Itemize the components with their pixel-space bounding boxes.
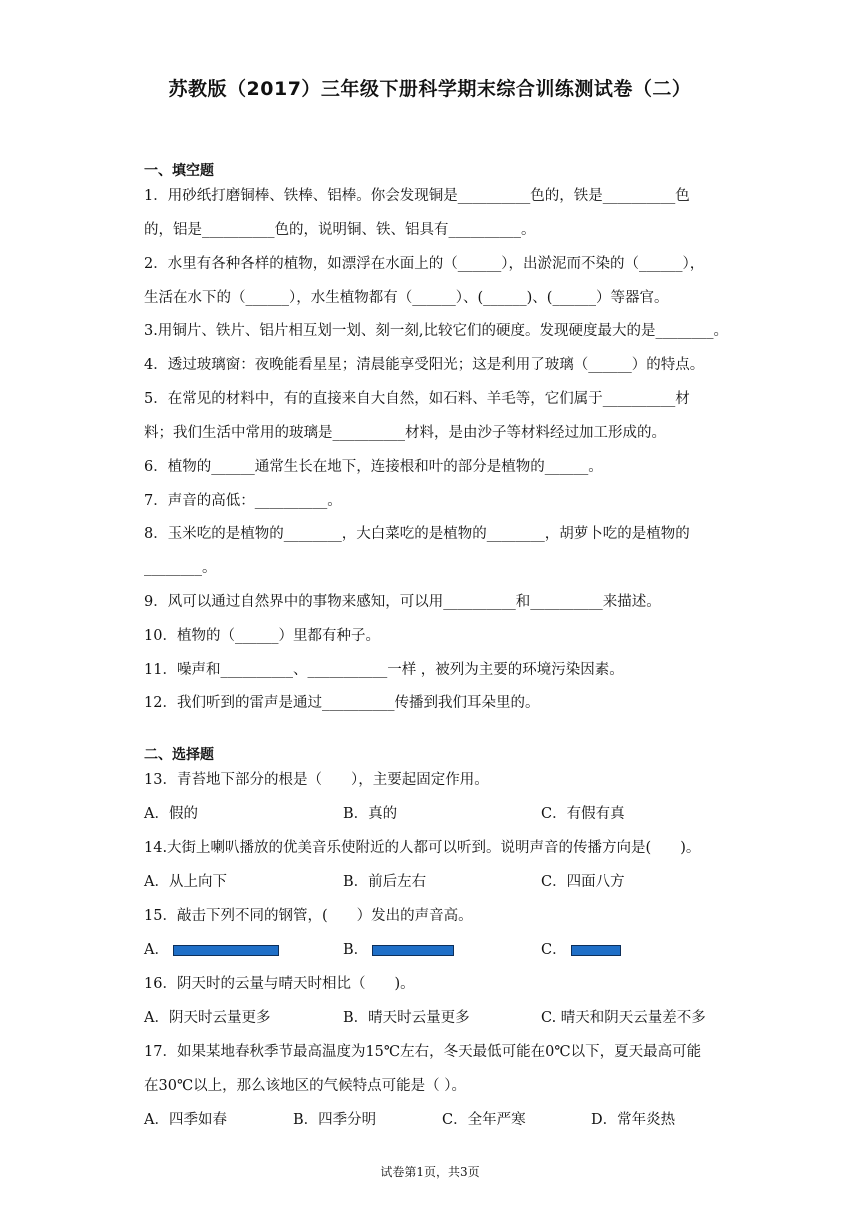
- question-line: 9．风可以通过自然界中的事物来感知，可以用__________和__________来描述。: [144, 594, 661, 610]
- question-line: 3.用铜片、铁片、铝片相互划一划、刻一刻,比较它们的硬度。发现硬度最大的是________。: [144, 323, 728, 339]
- option-b: [343, 940, 454, 960]
- options-15: [144, 940, 724, 960]
- steel-pipe-medium: [372, 945, 454, 956]
- page-footer: 试卷第1页，共3页: [380, 1165, 480, 1179]
- option-a-label: A．: [144, 942, 169, 958]
- option-d: D．常年炎热: [591, 1112, 676, 1128]
- question-line: 11．噪声和__________、___________一样 ，被列为主要的环境污染因素。: [144, 662, 624, 678]
- option-a: A．从上向下: [144, 874, 227, 890]
- option-c: C．有假有真: [541, 806, 625, 822]
- option-c: C．四面八方: [541, 874, 625, 890]
- question-line: 10．植物的（______）里都有种子。: [144, 628, 380, 644]
- question-line: 1．用砂纸打磨铜棒、铁棒、铝棒。你会发现铜是__________色的，铁是__________色: [144, 188, 690, 204]
- option-a: [144, 940, 279, 960]
- option-a: A．阴天时云量更多: [144, 1010, 271, 1026]
- option-b: B．前后左右: [343, 874, 427, 890]
- options-17: [144, 1110, 724, 1130]
- question-line: 生活在水下的（______），水生植物都有（______）、(______)、(______）等器官。: [144, 290, 669, 306]
- question-14: 14.大街上喇叭播放的优美音乐使附近的人都可以听到。说明声音的传播方向是( )。: [144, 840, 701, 856]
- exam-title: 苏教版（2017）三年级下册科学期末综合训练测试卷（二）: [168, 78, 692, 100]
- question-line: 12．我们听到的雷声是通过__________传播到我们耳朵里的。: [144, 695, 540, 711]
- option-c: [541, 940, 621, 960]
- question-line: 5．在常见的材料中，有的直接来自大自然，如石料、羊毛等，它们属于__________材: [144, 391, 690, 407]
- option-b: B．晴天时云量更多: [343, 1010, 470, 1026]
- question-line: 4．透过玻璃窗：夜晚能看星星；清晨能享受阳光；这是利用了玻璃（______）的特点。: [144, 357, 705, 373]
- question-line: 7．声音的高低：__________。: [144, 493, 342, 509]
- question-line: 料；我们生活中常用的玻璃是__________材料，是由沙子等材料经过加工形成的。: [144, 425, 666, 441]
- question-line: 8．玉米吃的是植物的________，大白菜吃的是植物的________，胡萝卜吃的是植物的: [144, 526, 690, 542]
- section-fill-in-blank: 一、填空题: [144, 163, 214, 179]
- question-17-cont: 在30℃以上，那么该地区的气候特点可能是（ ）。: [144, 1078, 467, 1094]
- question-line: 的，铝是__________色的，说明铜、铁、铝具有__________。: [144, 222, 536, 238]
- option-b: B．真的: [343, 806, 398, 822]
- options-14: [144, 872, 724, 892]
- options-16: [144, 1008, 724, 1028]
- steel-pipe-long: [173, 945, 279, 956]
- steel-pipe-short: [571, 945, 621, 956]
- section-multiple-choice: 二、选择题: [144, 747, 214, 763]
- question-13: 13．青苔地下部分的根是（ ），主要起固定作用。: [144, 772, 489, 788]
- option-b-label: B．: [343, 942, 369, 958]
- options-13: [144, 804, 724, 824]
- option-c: C. 晴天和阴天云量差不多: [541, 1010, 706, 1026]
- question-15: 15．敲击下列不同的钢管，( ）发出的声音高。: [144, 908, 473, 924]
- option-a: A．假的: [144, 806, 198, 822]
- question-16: 16．阴天时的云量与晴天时相比（ )。: [144, 976, 415, 992]
- option-c: C．全年严寒: [442, 1112, 526, 1128]
- question-line: ________。: [144, 560, 217, 576]
- question-line: 6．植物的______通常生长在地下，连接根和叶的部分是植物的______。: [144, 459, 603, 475]
- option-c-label: C．: [541, 942, 567, 958]
- question-17: 17．如果某地春秋季节最高温度为15℃左右，冬天最低可能在0℃以下，夏天最高可能: [144, 1044, 702, 1060]
- option-a: A．四季如春: [144, 1112, 227, 1128]
- option-b: B．四季分明: [293, 1112, 377, 1128]
- question-line: 2．水里有各种各样的植物，如漂浮在水面上的（______），出淤泥而不染的（______），: [144, 256, 705, 272]
